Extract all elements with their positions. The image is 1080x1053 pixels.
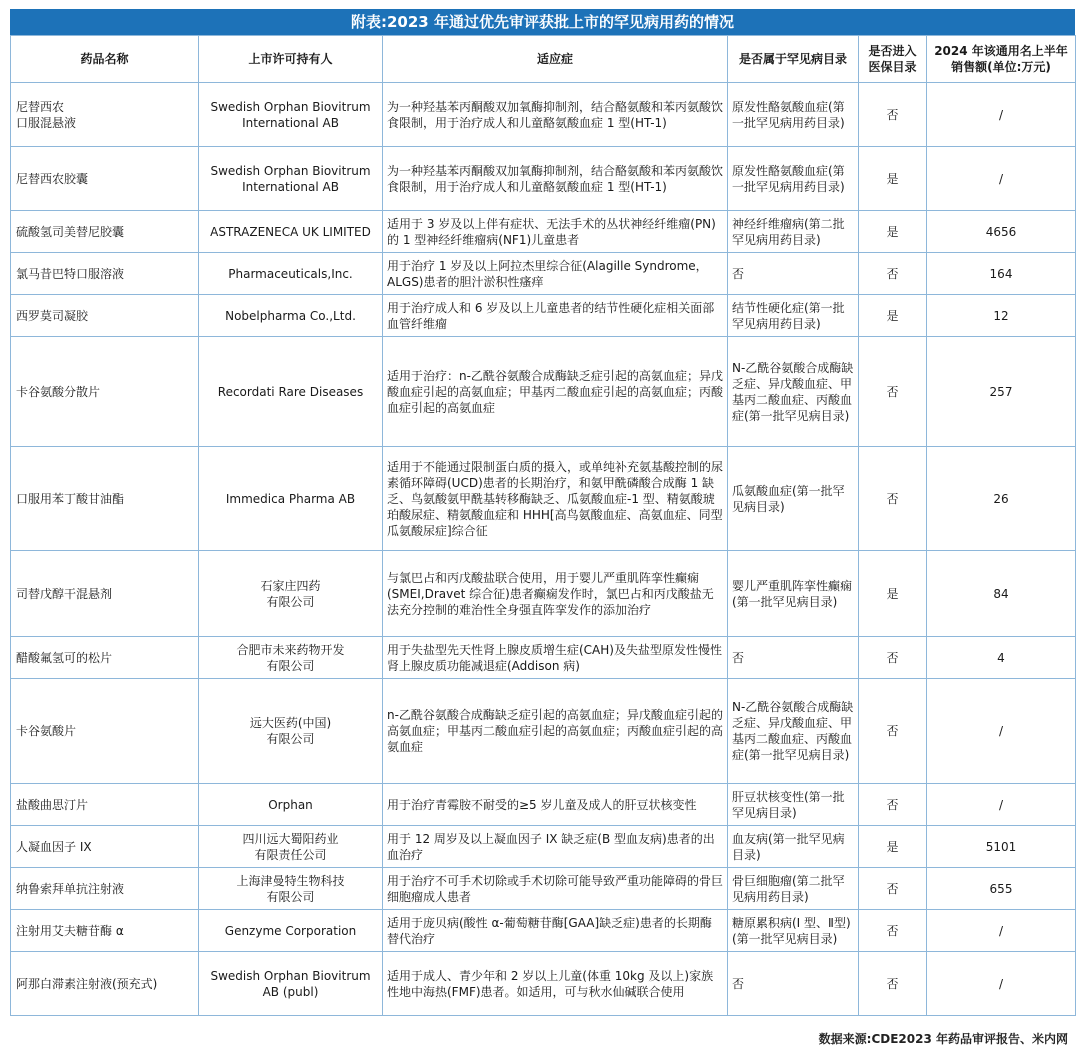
cell-holder: Pharmaceuticals,Inc. bbox=[199, 253, 383, 295]
cell-drug-name: 阿那白滞素注射液(预充式) bbox=[11, 952, 199, 1016]
cell-drug-name: 氯马昔巴特口服溶液 bbox=[11, 253, 199, 295]
cell-drug-name: 西罗莫司凝胶 bbox=[11, 295, 199, 337]
cell-insurance: 否 bbox=[859, 337, 927, 447]
header-row bbox=[11, 36, 1076, 83]
cell-holder: Nobelpharma Co.,Ltd. bbox=[199, 295, 383, 337]
table-row bbox=[11, 784, 1076, 826]
data-source-note: 数据来源:CDE2023 年药品审评报告、米内网 bbox=[818, 1032, 1068, 1046]
cell-rare-list: 骨巨细胞瘤(第二批罕见病用药目录) bbox=[728, 868, 859, 910]
cell-sales: 164 bbox=[927, 253, 1076, 295]
cell-sales: 4656 bbox=[927, 211, 1076, 253]
cell-indication: 适用于成人、青少年和 2 岁以上儿童(体重 10kg 及以上)家族性地中海热(FMF)患者。如适用，可与秋水仙碱联合使用 bbox=[383, 952, 728, 1016]
drug-table bbox=[10, 35, 1076, 1016]
cell-drug-name: 卡谷氨酸片 bbox=[11, 679, 199, 784]
cell-indication: 与氯巴占和丙戊酸盐联合使用，用于婴儿严重肌阵挛性癫痫(SMEI,Dravet 综合征)患者癫痫发作时，氯巴占和丙戊酸盐无法充分控制的难治性全身强直阵挛发作的添加治疗 bbox=[383, 551, 728, 637]
cell-holder: Orphan bbox=[199, 784, 383, 826]
header-sales: 2024 年该通用名上半年销售额(单位:万元) bbox=[927, 36, 1076, 83]
table-row bbox=[11, 637, 1076, 679]
cell-indication: 用于治疗成人和 6 岁及以上儿童患者的结节性硬化症相关面部血管纤维瘤 bbox=[383, 295, 728, 337]
cell-indication: 用于治疗青霉胺不耐受的≥5 岁儿童及成人的肝豆状核变性 bbox=[383, 784, 728, 826]
cell-drug-name: 盐酸曲思汀片 bbox=[11, 784, 199, 826]
cell-insurance: 否 bbox=[859, 447, 927, 551]
cell-indication: 为一种羟基苯丙酮酸双加氧酶抑制剂，结合酪氨酸和苯丙氨酸饮食限制，用于治疗成人和儿童酪氨酸血症 1 型(HT-1) bbox=[383, 83, 728, 147]
cell-rare-list: 血友病(第一批罕见病目录) bbox=[728, 826, 859, 868]
cell-insurance: 是 bbox=[859, 551, 927, 637]
cell-rare-list: 原发性酪氨酸血症(第一批罕见病用药目录) bbox=[728, 147, 859, 211]
cell-indication: 为一种羟基苯丙酮酸双加氧酶抑制剂，结合酪氨酸和苯丙氨酸饮食限制，用于治疗成人和儿童酪氨酸血症 1 型(HT-1) bbox=[383, 147, 728, 211]
cell-drug-name: 口服用苯丁酸甘油酯 bbox=[11, 447, 199, 551]
cell-insurance: 是 bbox=[859, 826, 927, 868]
cell-indication: 适用于 3 岁及以上伴有症状、无法手术的丛状神经纤维瘤(PN)的 1 型神经纤维瘤病(NF1)儿童患者 bbox=[383, 211, 728, 253]
cell-indication: 适用于庞贝病(酸性 α-葡萄糖苷酶[GAA]缺乏症)患者的长期酶替代治疗 bbox=[383, 910, 728, 952]
cell-insurance: 否 bbox=[859, 910, 927, 952]
table-row bbox=[11, 679, 1076, 784]
cell-holder: 远大医药(中国) 有限公司 bbox=[199, 679, 383, 784]
cell-holder: Swedish Orphan Biovitrum AB (publ) bbox=[199, 952, 383, 1016]
cell-holder: Immedica Pharma AB bbox=[199, 447, 383, 551]
table-title: 附表:2023 年通过优先审评获批上市的罕见病用药的情况 bbox=[10, 9, 1075, 35]
cell-holder: Swedish Orphan Biovitrum International AB bbox=[199, 83, 383, 147]
cell-insurance: 否 bbox=[859, 253, 927, 295]
drug-table-container bbox=[10, 35, 1075, 1020]
cell-drug-name: 尼替西农 口服混悬液 bbox=[11, 83, 199, 147]
cell-insurance: 否 bbox=[859, 868, 927, 910]
cell-insurance: 是 bbox=[859, 295, 927, 337]
table-row bbox=[11, 952, 1076, 1016]
cell-rare-list: 否 bbox=[728, 637, 859, 679]
header-rare-list: 是否属于罕见病目录 bbox=[728, 36, 859, 83]
header-indication: 适应症 bbox=[383, 36, 728, 83]
table-body bbox=[11, 83, 1076, 1016]
cell-holder: 上海津曼特生物科技 有限公司 bbox=[199, 868, 383, 910]
cell-holder: Genzyme Corporation bbox=[199, 910, 383, 952]
cell-insurance: 否 bbox=[859, 83, 927, 147]
cell-insurance: 是 bbox=[859, 211, 927, 253]
cell-drug-name: 醋酸氟氢可的松片 bbox=[11, 637, 199, 679]
cell-sales: 655 bbox=[927, 868, 1076, 910]
table-row bbox=[11, 253, 1076, 295]
cell-indication: 用于治疗 1 岁及以上阿拉杰里综合征(Alagille Syndrome，ALGS)患者的胆汁淤积性瘙痒 bbox=[383, 253, 728, 295]
cell-indication: 用于失盐型先天性肾上腺皮质增生症(CAH)及失盐型原发性慢性肾上腺皮质功能减退症(Addison 病) bbox=[383, 637, 728, 679]
table-row bbox=[11, 868, 1076, 910]
cell-drug-name: 卡谷氨酸分散片 bbox=[11, 337, 199, 447]
cell-holder: 合肥市未来药物开发 有限公司 bbox=[199, 637, 383, 679]
cell-rare-list: 瓜氨酸血症(第一批罕见病目录) bbox=[728, 447, 859, 551]
cell-drug-name: 硫酸氢司美替尼胶囊 bbox=[11, 211, 199, 253]
table-row bbox=[11, 211, 1076, 253]
cell-insurance: 否 bbox=[859, 637, 927, 679]
cell-sales: 26 bbox=[927, 447, 1076, 551]
table-row bbox=[11, 447, 1076, 551]
cell-rare-list: 原发性酪氨酸血症(第一批罕见病用药目录) bbox=[728, 83, 859, 147]
cell-rare-list: N-乙酰谷氨酸合成酶缺乏症、异戊酸血症、甲基丙二酸血症、丙酸血症(第一批罕见病目录) bbox=[728, 337, 859, 447]
cell-sales: / bbox=[927, 679, 1076, 784]
cell-drug-name: 注射用艾夫糖苷酶 α bbox=[11, 910, 199, 952]
table-row bbox=[11, 826, 1076, 868]
cell-drug-name: 纳鲁索拜单抗注射液 bbox=[11, 868, 199, 910]
cell-sales: / bbox=[927, 910, 1076, 952]
cell-sales: / bbox=[927, 147, 1076, 211]
cell-rare-list: N-乙酰谷氨酸合成酶缺乏症、异戊酸血症、甲基丙二酸血症、丙酸血症(第一批罕见病目录) bbox=[728, 679, 859, 784]
cell-holder: Recordati Rare Diseases bbox=[199, 337, 383, 447]
cell-sales: / bbox=[927, 952, 1076, 1016]
cell-indication: 用于治疗不可手术切除或手术切除可能导致严重功能障碍的骨巨细胞瘤成人患者 bbox=[383, 868, 728, 910]
header-insurance: 是否进入医保目录 bbox=[859, 36, 927, 83]
cell-holder: 四川远大蜀阳药业 有限责任公司 bbox=[199, 826, 383, 868]
header-name: 药品名称 bbox=[11, 36, 199, 83]
cell-rare-list: 神经纤维瘤病(第二批罕见病用药目录) bbox=[728, 211, 859, 253]
cell-rare-list: 婴儿严重肌阵挛性癫痫(第一批罕见病目录) bbox=[728, 551, 859, 637]
cell-rare-list: 否 bbox=[728, 253, 859, 295]
cell-drug-name: 人凝血因子 IX bbox=[11, 826, 199, 868]
header-holder: 上市许可持有人 bbox=[199, 36, 383, 83]
cell-rare-list: 结节性硬化症(第一批罕见病用药目录) bbox=[728, 295, 859, 337]
cell-sales: / bbox=[927, 83, 1076, 147]
cell-rare-list: 否 bbox=[728, 952, 859, 1016]
table-row bbox=[11, 147, 1076, 211]
cell-indication: 适用于不能通过限制蛋白质的摄入，或单纯补充氨基酸控制的尿素循环障碍(UCD)患者的长期治疗，和氨甲酰磷酸合成酶 1 缺乏、鸟氨酸氨甲酰基转移酶缺乏、瓜氨酸血症-1 型、精氨酸琥珀酸尿症、精氨酸血症和 HHH[高鸟氨酸血症、高氨血症、同型瓜氨酸尿症]综合征 bbox=[383, 447, 728, 551]
cell-insurance: 是 bbox=[859, 147, 927, 211]
cell-drug-name: 尼替西农胶囊 bbox=[11, 147, 199, 211]
cell-sales: 4 bbox=[927, 637, 1076, 679]
cell-sales: 12 bbox=[927, 295, 1076, 337]
table-row bbox=[11, 551, 1076, 637]
cell-rare-list: 肝豆状核变性(第一批罕见病目录) bbox=[728, 784, 859, 826]
cell-drug-name: 司替戊醇干混悬剂 bbox=[11, 551, 199, 637]
cell-sales: / bbox=[927, 784, 1076, 826]
table-row bbox=[11, 337, 1076, 447]
cell-holder: ASTRAZENECA UK LIMITED bbox=[199, 211, 383, 253]
cell-insurance: 否 bbox=[859, 784, 927, 826]
cell-holder: Swedish Orphan Biovitrum International AB bbox=[199, 147, 383, 211]
cell-insurance: 否 bbox=[859, 952, 927, 1016]
cell-indication: n-乙酰谷氨酸合成酶缺乏症引起的高氨血症；异戊酸血症引起的高氨血症；甲基丙二酸血症引起的高氨血症；丙酸血症引起的高氨血症 bbox=[383, 679, 728, 784]
cell-sales: 84 bbox=[927, 551, 1076, 637]
cell-insurance: 否 bbox=[859, 679, 927, 784]
table-row bbox=[11, 295, 1076, 337]
cell-sales: 257 bbox=[927, 337, 1076, 447]
cell-indication: 适用于治疗：n-乙酰谷氨酸合成酶缺乏症引起的高氨血症；异戊酸血症引起的高氨血症；甲基丙二酸血症引起的高氨血症；丙酸血症引起的高氨血症 bbox=[383, 337, 728, 447]
cell-holder: 石家庄四药 有限公司 bbox=[199, 551, 383, 637]
cell-indication: 用于 12 周岁及以上凝血因子 IX 缺乏症(B 型血友病)患者的出血治疗 bbox=[383, 826, 728, 868]
cell-rare-list: 糖原累积病(I 型、Ⅱ型)(第一批罕见病目录) bbox=[728, 910, 859, 952]
cell-sales: 5101 bbox=[927, 826, 1076, 868]
table-row bbox=[11, 910, 1076, 952]
table-row bbox=[11, 83, 1076, 147]
